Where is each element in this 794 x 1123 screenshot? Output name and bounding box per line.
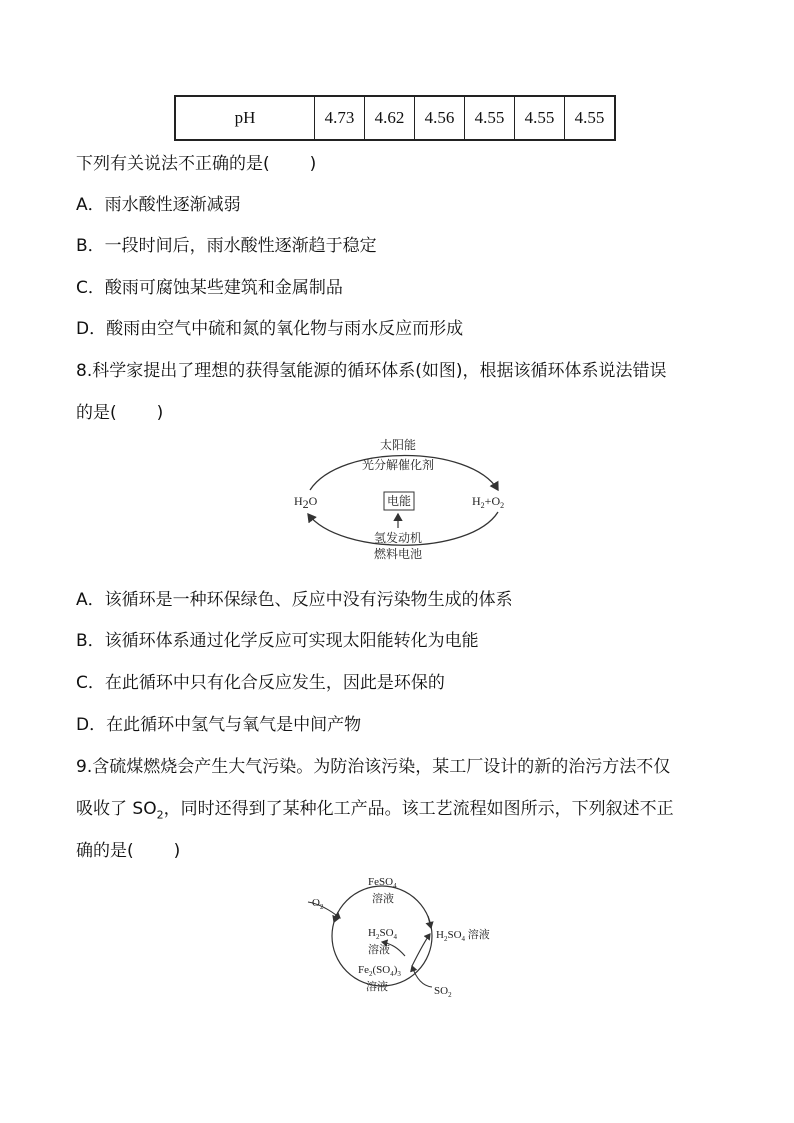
- label-fe2so43-solution: 溶液: [366, 981, 388, 993]
- q9-stem-line2: 吸收了 $SO_2$，同时还得到了某种化工产品。该工艺流程如图所示，下列叙述不正: [76, 799, 674, 822]
- q8-stem-line2: [76, 401, 163, 425]
- label-photocatalyst: 光分解催化剂: [361, 458, 435, 472]
- label-o2: $O_2$: [312, 897, 324, 911]
- ph-table: [174, 95, 616, 141]
- table-cell: 4.55: [465, 96, 515, 140]
- q9-stem-text: 确的是(: [76, 841, 134, 861]
- label-feso4: FeSO$_4$: [368, 876, 397, 890]
- table-cell: 4.62: [365, 96, 415, 140]
- h2so4-out-arrow: [412, 934, 430, 966]
- label-h2so4-inner: $H_2SO_4$: [368, 927, 398, 941]
- label-electricity: 电能: [386, 494, 412, 508]
- label-feso4-solution: 溶液: [372, 893, 394, 905]
- q7-stem-text: 下列有关说法不正确的是(: [76, 154, 270, 174]
- label-fe2so43: $Fe_2(SO_4)_3$: [358, 964, 401, 978]
- q7-option-d: D．酸雨由空气中硫和氮的氧化物与雨水反应而形成: [76, 319, 464, 339]
- q7-stem-close: ): [309, 154, 317, 174]
- q7-stem: [76, 152, 316, 176]
- q7-option-b: B．一段时间后，雨水酸性逐渐趋于稳定: [76, 236, 377, 256]
- table-cell: 4.55: [565, 96, 616, 140]
- hydrogen-cycle-diagram: [280, 432, 530, 567]
- table-row: [175, 96, 615, 140]
- label-water: H2O: [294, 494, 318, 511]
- q8-option-c: C．在此循环中只有化合反应发生，因此是环保的: [76, 673, 445, 693]
- label-hydrogen-engine: 氢发动机: [373, 531, 423, 545]
- q9-stem-line3: [76, 839, 180, 863]
- table-header-ph: pH: [175, 96, 315, 140]
- label-so2: $SO_2$: [434, 985, 452, 999]
- q8-option-b: B．该循环体系通过化学反应可实现太阳能转化为电能: [76, 631, 479, 651]
- q7-option-a: A．雨水酸性逐渐减弱: [76, 195, 241, 215]
- q9-stem-close: ): [173, 841, 181, 861]
- label-hydrogen-oxygen: $H_2+O_2$: [472, 494, 505, 510]
- label-fuel-cell: 燃料电池: [373, 547, 423, 561]
- sulfur-treatment-diagram: [300, 870, 510, 1005]
- q9-stem-line1: 9.含硫煤燃烧会产生大气污染。为防治该污染，某工厂设计的新的治污方法不仅: [76, 757, 671, 777]
- q8-option-a: A．该循环是一种环保绿色、反应中没有污染物生成的体系: [76, 590, 513, 610]
- q8-stem-close: ): [156, 403, 164, 423]
- table-cell: 4.56: [415, 96, 465, 140]
- so2-arrow: [412, 966, 432, 987]
- label-solar-energy: 太阳能: [379, 438, 417, 452]
- label-h2so4-inner-solution: 溶液: [368, 944, 390, 956]
- q8-stem-text: 的是(: [76, 403, 117, 423]
- table-cell: 4.73: [315, 96, 365, 140]
- label-h2so4-product: $H_2SO_4$ 溶液: [436, 929, 490, 943]
- q8-option-d: D．在此循环中氢气与氧气是中间产物: [76, 715, 362, 735]
- table-cell: 4.55: [515, 96, 565, 140]
- q7-option-c: C．酸雨可腐蚀某些建筑和金属制品: [76, 278, 343, 298]
- q8-stem-line1: 8.科学家提出了理想的获得氢能源的循环体系(如图)，根据该循环体系说法错误: [76, 361, 667, 381]
